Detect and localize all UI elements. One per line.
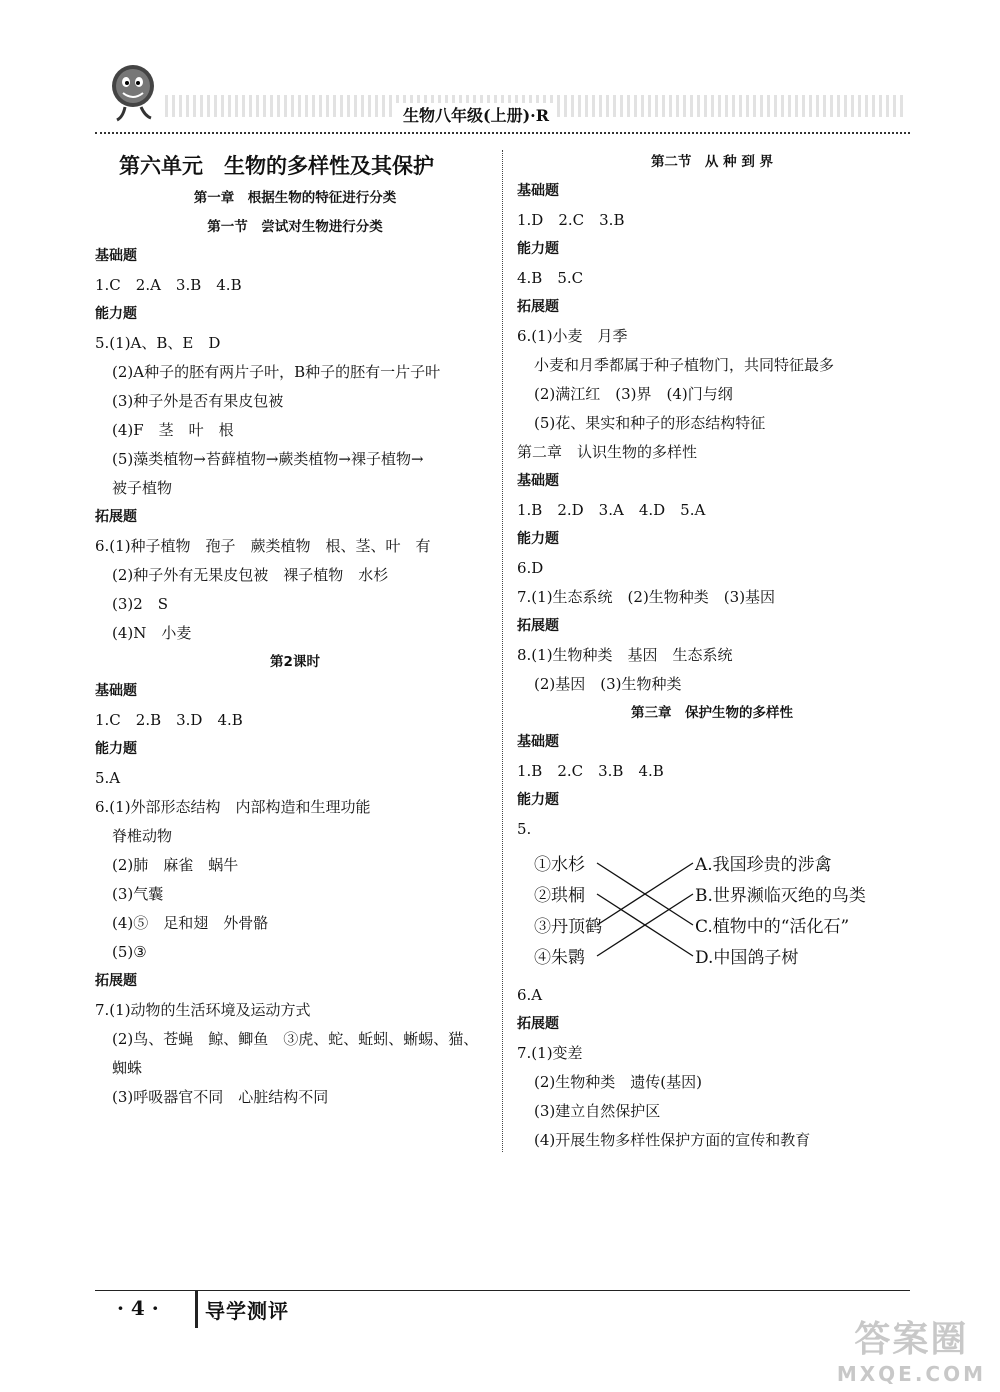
- section-label: 拓展题: [517, 618, 559, 634]
- section-label: 能力题: [95, 306, 137, 322]
- answer-line: 7.(1)动物的生活环境及运动方式: [95, 1001, 311, 1019]
- section-label: 能力题: [517, 241, 559, 257]
- right-column-top: [517, 148, 907, 844]
- unit-title: 第六单元 生物的多样性及其保护: [119, 153, 434, 178]
- section-label: 基础题: [95, 683, 137, 699]
- section-label: 拓展题: [517, 299, 559, 315]
- match-right-item: A.我国珍贵的涉禽: [695, 855, 832, 875]
- answer-line-indent: (2)基因 (3)生物种类: [534, 675, 682, 693]
- answer-line-indent: (5)花、果实和种子的形态结构特征: [534, 414, 766, 432]
- chapter-heading: 第2课时: [270, 654, 320, 670]
- chapter-heading: 第三章 保护生物的多样性: [631, 705, 793, 721]
- answer-line-indent: 小麦和月季都属于种子植物门，共同特征最多: [534, 356, 835, 374]
- section-label: 基础题: [517, 473, 559, 489]
- watermark: [837, 1311, 986, 1386]
- answer-line-indent: (2)鸟、苍蝇 鲸、鲫鱼 ③虎、蛇、蚯蚓、蜥蜴、猫、: [112, 1030, 479, 1048]
- answer-line: 8.(1)生物种类 基因 生态系统: [517, 646, 733, 664]
- section-label: 基础题: [95, 248, 137, 264]
- answer-line-indent: (3)2 S: [112, 595, 169, 613]
- right-column-bottom: [517, 981, 907, 1155]
- section-label: 基础题: [517, 734, 559, 750]
- match-left-item: ①水杉: [534, 855, 585, 875]
- answer-line-indent: (5)藻类植物→苔藓植物→蕨类植物→裸子植物→: [112, 450, 424, 468]
- footer-bar: [195, 1290, 198, 1328]
- answer-line: 6.(1)小麦 月季: [517, 327, 628, 345]
- answer-line: 1.D 2.C 3.B: [517, 211, 625, 229]
- footer-brand: 导学测评: [205, 1299, 289, 1323]
- answer-line-indent: (3)呼吸器官不同 心脏结构不同: [112, 1088, 329, 1106]
- watermark-top: 答案圈: [854, 1318, 969, 1360]
- match-left-item: ③丹顶鹤: [534, 917, 602, 937]
- section-label: 拓展题: [95, 973, 137, 989]
- answer-line-indent: (3)种子外是否有果皮包被: [112, 392, 284, 410]
- answer-line-indent: (4)⑤ 足和翅 外骨骼: [112, 914, 269, 932]
- answer-line: 5.(1)A、B、E D: [95, 334, 221, 352]
- answer-line-indent: (2)生物种类 遗传(基因): [534, 1073, 702, 1091]
- match-right-item: D.中国鸽子树: [695, 948, 799, 968]
- answer-line-indent: (3)气囊: [112, 885, 164, 903]
- section-label: 能力题: [95, 741, 137, 757]
- section-label: 基础题: [517, 183, 559, 199]
- answer-line: 7.(1)变差: [517, 1044, 583, 1062]
- section-label: 拓展题: [95, 509, 137, 525]
- answer-line: 4.B 5.C: [517, 269, 584, 287]
- page-footer: [95, 1290, 910, 1330]
- left-column: [95, 148, 495, 1112]
- match-right-item: B.世界濒临灭绝的鸟类: [695, 886, 866, 906]
- answer-line: 6.(1)种子植物 孢子 蕨类植物 根、茎、叶 有: [95, 537, 431, 555]
- chapter-heading: 第二节 从 种 到 界: [650, 154, 774, 170]
- footer-rule: [95, 1290, 910, 1291]
- page-number: · 4 ·: [117, 1296, 159, 1320]
- answer-line-indent: (4)N 小麦: [112, 624, 192, 642]
- right-column: [517, 148, 907, 1155]
- section-label: 拓展题: [517, 1016, 559, 1032]
- answer-line-indent: (2)种子外有无果皮包被 裸子植物 水杉: [112, 566, 389, 584]
- column-divider: [502, 150, 503, 1152]
- answer-line: 1.C 2.B 3.D 4.B: [95, 711, 243, 729]
- answer-line-indent: (2)满江红 (3)界 (4)门与纲: [534, 385, 733, 403]
- section-label: 能力题: [517, 531, 559, 547]
- answer-line-indent: (4)开展生物多样性保护方面的宣传和教育: [534, 1131, 811, 1149]
- mascot-logo: [103, 62, 163, 124]
- answer-line-indent: (2)肺 麻雀 蜗牛: [112, 856, 239, 874]
- answer-line-indent: 脊椎动物: [112, 827, 173, 845]
- header-title: 生物八年级(上册)·R: [395, 103, 557, 126]
- match-left-item: ④朱鹮: [534, 948, 585, 968]
- answer-line-indent: 被子植物: [112, 479, 173, 497]
- answer-line-indent: (2)A种子的胚有两片子叶，B种子的胚有一片子叶: [112, 363, 441, 381]
- chapter-heading: 第一章 根据生物的特征进行分类: [193, 190, 397, 206]
- header-rule: [95, 132, 910, 134]
- match-left-item: ②珙桐: [534, 886, 585, 906]
- answer-line-indent: (4)F 茎 叶 根: [112, 421, 234, 439]
- answer-line: 1.B 2.C 3.B 4.B: [517, 762, 664, 780]
- page-header: [95, 60, 910, 135]
- answer-line: 6.(1)外部形态结构 内部构造和生理功能: [95, 798, 371, 816]
- section-label: 能力题: [517, 792, 559, 808]
- answer-line: 1.B 2.D 3.A 4.D 5.A: [517, 501, 706, 519]
- answer-line-indent: (5)③: [112, 943, 147, 961]
- answer-line: 6.D: [517, 559, 544, 577]
- answer-line: 5.A: [95, 769, 121, 787]
- watermark-bottom: MXQE.COM: [836, 1362, 986, 1386]
- match-right-item: C.植物中的“活化石”: [695, 917, 850, 937]
- answer-line-indent: (3)建立自然保护区: [534, 1102, 661, 1120]
- answer-line: 1.C 2.A 3.B 4.B: [95, 276, 242, 294]
- answer-line: 7.(1)生态系统 (2)生物种类 (3)基因: [517, 588, 776, 606]
- answer-line-indent: 蜘蛛: [112, 1059, 143, 1077]
- answer-line: 5.: [517, 820, 532, 838]
- answer-line: 6.A: [517, 986, 543, 1004]
- answer-line: 第二章 认识生物的多样性: [517, 443, 698, 461]
- chapter-heading: 第一节 尝试对生物进行分类: [207, 219, 383, 235]
- matching-diagram: [517, 848, 907, 973]
